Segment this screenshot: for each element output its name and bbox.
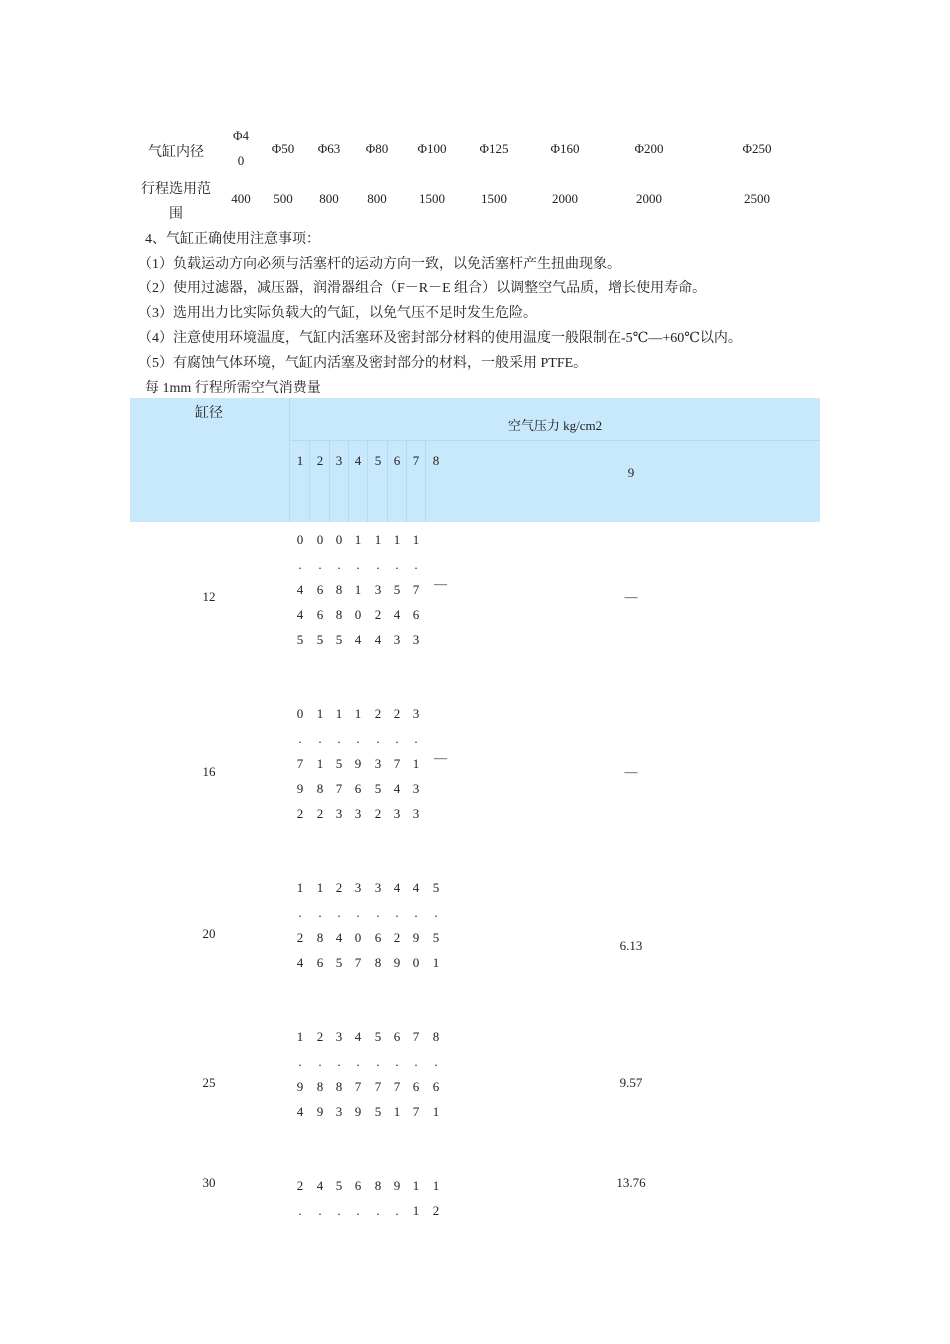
pressure-header-cell: 8 — [432, 453, 440, 468]
value-cell: 1 . 1 8 2 — [316, 706, 324, 821]
bore-cell: Φ4 — [232, 128, 250, 143]
stroke-cell: 2000 — [636, 191, 662, 206]
col-pressure-header: 空气压力 kg/cm2 — [507, 418, 603, 433]
bore-row-label: 气缸内径 — [148, 145, 204, 160]
value-cell: 8 . — [374, 1178, 382, 1218]
value-cell: 2 . — [296, 1178, 304, 1218]
value-cell: 1 2 — [432, 1178, 440, 1218]
bore-cell: Φ63 — [317, 141, 341, 156]
value-cell: 9 . — [393, 1178, 401, 1218]
note-item: （5）有腐蚀气体环境，气缸内活塞及密封部分的材料，一般采用 PTFE。 — [138, 356, 588, 371]
value-cell: 1 1 — [412, 1178, 420, 1218]
value-cell: 4 . 9 0 — [412, 880, 420, 970]
pressure-header-cell: 1 — [296, 453, 304, 468]
value-cell: 6 . 7 1 — [393, 1029, 401, 1119]
value-cell: 6.13 — [619, 938, 643, 953]
bore-cell: Φ250 — [742, 141, 772, 156]
bore-cell: 0 — [237, 153, 245, 168]
value-cell: 1 . 1 0 4 — [354, 532, 362, 647]
note-item: （2）使用过滤器，减压器，润滑器组合（F－R－E 组合）以调整空气品质，增长使用寿命。 — [138, 281, 707, 296]
value-cell: 0 . 6 6 5 — [316, 532, 324, 647]
value-cell: 6 . — [354, 1178, 362, 1218]
header-divider — [289, 440, 820, 441]
value-cell: 3 . 0 7 — [354, 880, 362, 970]
value-cell: 4 . 2 9 — [393, 880, 401, 970]
col-bore-header: 缸径 — [195, 406, 223, 421]
pressure-header-cell: 4 — [354, 453, 362, 468]
value-cell: 4 . — [316, 1178, 324, 1218]
stroke-cell: 2000 — [552, 191, 578, 206]
value-cell: 13.76 — [616, 1175, 646, 1190]
row-bore: 25 — [202, 1075, 216, 1090]
value-cell: 8 . 6 1 — [432, 1029, 440, 1119]
value-cell: 3 . 8 3 — [335, 1029, 343, 1119]
value-cell: 1 . 5 4 3 — [393, 532, 401, 647]
value-cell: 1 . 8 6 — [316, 880, 324, 970]
stroke-cell: 1500 — [481, 191, 507, 206]
notes-heading: 4、气缸正确使用注意事项： — [145, 232, 320, 247]
value-cell: 2 . 4 5 — [335, 880, 343, 970]
pressure-header-cell: 3 — [335, 453, 343, 468]
value-cell: 5 . 7 5 — [374, 1029, 382, 1119]
row-bore: 16 — [202, 764, 216, 779]
value-cell: 9.57 — [619, 1075, 643, 1090]
pressure-header-cell: 5 — [374, 453, 382, 468]
value-cell: — — [624, 764, 638, 779]
row-bore: 20 — [202, 926, 216, 941]
value-cell: 1 . 3 2 4 — [374, 532, 382, 647]
value-cell: 0 . 7 9 2 — [296, 706, 304, 821]
value-cell: 4 . 7 9 — [354, 1029, 362, 1119]
pressure-header-cell: 9 — [627, 465, 635, 480]
value-cell: — — [434, 576, 447, 591]
value-cell: 7 . 6 7 — [412, 1029, 420, 1119]
note-item: （1）负载运动方向必须与活塞杆的运动方向一致，以免活塞杆产生扭曲现象。 — [138, 257, 621, 272]
table-header — [130, 398, 820, 522]
header-divider — [367, 441, 368, 522]
bore-cell: Φ125 — [479, 141, 509, 156]
value-cell: — — [624, 589, 638, 604]
header-divider — [348, 441, 349, 522]
header-divider — [329, 441, 330, 522]
stroke-cell: 2500 — [744, 191, 770, 206]
value-cell: 1 . 9 6 3 — [354, 706, 362, 821]
value-cell: 1 . 7 6 3 — [412, 532, 420, 647]
consumption-title: 每 1mm 行程所需空气消费量 — [145, 381, 321, 396]
pressure-header-cell: 2 — [316, 453, 324, 468]
bore-cell: Φ80 — [365, 141, 389, 156]
row-bore: 30 — [202, 1175, 216, 1190]
header-divider — [406, 441, 407, 522]
note-item: （4）注意使用环境温度，气缸内活塞环及密封部分材料的使用温度一般限制在-5℃—+60℃以内。 — [138, 331, 742, 346]
value-cell: 3 . 6 8 — [374, 880, 382, 970]
header-divider — [425, 441, 426, 522]
row-bore: 12 — [202, 589, 216, 604]
bore-cell: Φ100 — [417, 141, 447, 156]
value-cell: 0 . 4 4 5 — [296, 532, 304, 647]
bore-cell: Φ50 — [271, 141, 295, 156]
stroke-cell: 500 — [273, 191, 293, 206]
stroke-row-label: 围 — [169, 207, 183, 222]
value-cell: 5 . 5 1 — [432, 880, 440, 970]
stroke-cell: 800 — [319, 191, 339, 206]
stroke-cell: 1500 — [419, 191, 445, 206]
stroke-cell: 400 — [231, 191, 251, 206]
value-cell: 3 . 1 3 3 — [412, 706, 420, 821]
note-item: （3）选用出力比实际负载大的气缸，以免气压不足时发生危险。 — [138, 306, 537, 321]
stroke-row-label: 行程选用范 — [141, 182, 211, 197]
header-divider — [289, 398, 290, 522]
header-divider — [309, 441, 310, 522]
stroke-cell: 800 — [367, 191, 387, 206]
value-cell: 2 . 7 4 3 — [393, 706, 401, 821]
value-cell: — — [434, 750, 447, 765]
value-cell: 1 . 9 4 — [296, 1029, 304, 1119]
pressure-header-cell: 7 — [412, 453, 420, 468]
value-cell: 5 . — [335, 1178, 343, 1218]
pressure-header-cell: 6 — [393, 453, 401, 468]
value-cell: 2 . 8 9 — [316, 1029, 324, 1119]
value-cell: 1 . 5 7 3 — [335, 706, 343, 821]
value-cell: 1 . 2 4 — [296, 880, 304, 970]
value-cell: 0 . 8 8 5 — [335, 532, 343, 647]
value-cell: 2 . 3 5 2 — [374, 706, 382, 821]
bore-cell: Φ160 — [550, 141, 580, 156]
header-divider — [387, 441, 388, 522]
bore-cell: Φ200 — [634, 141, 664, 156]
